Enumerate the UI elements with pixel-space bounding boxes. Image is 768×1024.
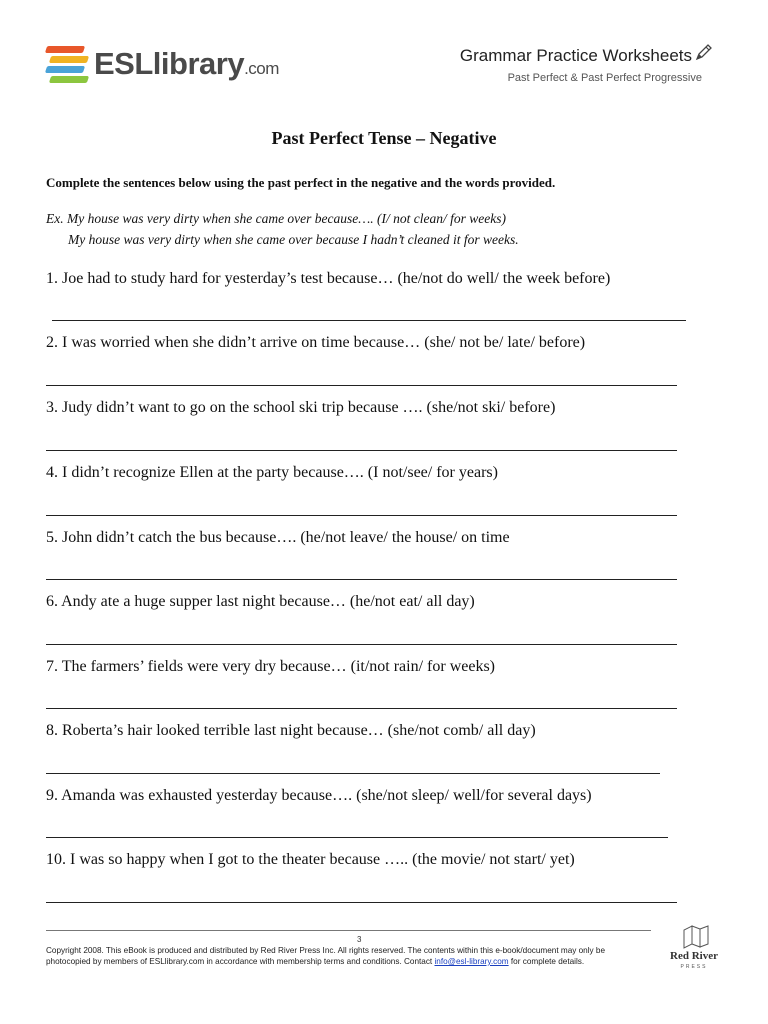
logo-text: ESLlibrary.com xyxy=(94,46,279,81)
question-1: 1. Joe had to study hard for yesterday’s test because… (he/not do well/ the week before) xyxy=(46,270,611,287)
question-3: 3. Judy didn’t want to go on the school ski trip because …. (she/not ski/ before) xyxy=(46,399,556,416)
question-4: 4. I didn’t recognize Ellen at the party because…. (I not/see/ for years) xyxy=(46,464,498,481)
publisher-name: Red River xyxy=(670,950,718,962)
header-title: Grammar Practice Worksheets xyxy=(459,46,692,65)
answer-line-3[interactable] xyxy=(46,450,677,451)
page-number: 3 xyxy=(357,935,362,944)
question-8: 8. Roberta’s hair looked terrible last night because… (she/not comb/ all day) xyxy=(46,722,536,739)
answer-line-2[interactable] xyxy=(46,385,677,386)
example-answer: My house was very dirty when she came over because I hadn’t cleaned it for weeks. xyxy=(68,232,519,247)
answer-line-7[interactable] xyxy=(46,708,677,709)
question-2: 2. I was worried when she didn’t arrive on time because… (she/ not be/ late/ before) xyxy=(46,334,586,351)
example-prompt: Ex. My house was very dirty when she came over because…. (I/ not clean/ for weeks) xyxy=(46,211,506,226)
header-subtitle: Past Perfect & Past Perfect Progressive xyxy=(507,72,702,84)
copyright-line-2: photocopied by members of ESLlibrary.com in accordance with membership terms and conditions. Contact info@esl-library.com for complete details. xyxy=(46,957,585,966)
esl-library-logo xyxy=(44,44,284,92)
question-7: 7. The farmers’ fields were very dry because… (it/not rain/ for weeks) xyxy=(46,658,496,675)
worksheet-title: Past Perfect Tense – Negative xyxy=(271,128,497,148)
answer-line-6[interactable] xyxy=(46,644,677,645)
instructions: Complete the sentences below using the past perfect in the negative and the words provided. xyxy=(46,175,556,190)
answer-line-8[interactable] xyxy=(46,773,660,774)
question-9: 9. Amanda was exhausted yesterday because…. (she/not sleep/ well/for several days) xyxy=(46,787,592,804)
question-10: 10. I was so happy when I got to the theater because ….. (the movie/ not start/ yet) xyxy=(46,851,575,868)
question-6: 6. Andy ate a huge supper last night because… (he/not eat/ all day) xyxy=(46,593,475,610)
publisher-sub: PRESS xyxy=(680,964,708,970)
copyright-notice xyxy=(46,945,605,967)
answer-line-9[interactable] xyxy=(46,837,668,838)
books-icon xyxy=(44,44,88,90)
footer-rule xyxy=(46,930,651,931)
question-5: 5. John didn’t catch the bus because…. (he/not leave/ the house/ on time xyxy=(46,529,510,546)
pencil-icon xyxy=(694,42,714,62)
answer-line-10[interactable] xyxy=(46,902,677,903)
contact-email-link[interactable]: info@esl-library.com xyxy=(434,957,509,966)
copyright-line-1: Copyright 2008. This eBook is produced and distributed by Red River Press Inc. All rights reserved. The contents within this e-book/document may only be xyxy=(46,946,606,955)
answer-line-4[interactable] xyxy=(46,515,677,516)
answer-line-5[interactable] xyxy=(46,579,677,580)
answer-line-1[interactable] xyxy=(52,320,686,321)
